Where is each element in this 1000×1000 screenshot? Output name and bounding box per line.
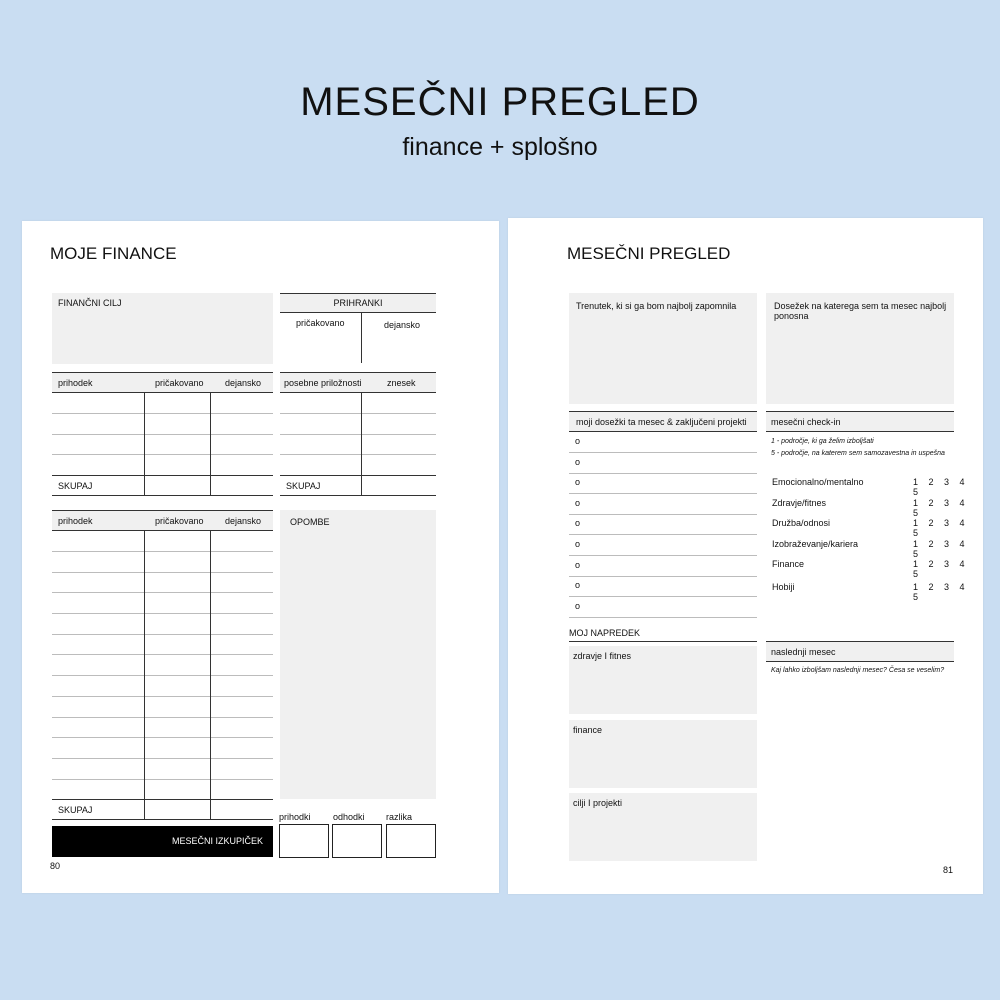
savings-title: PRIHRANKI bbox=[333, 298, 383, 308]
progress-finance-label: finance bbox=[573, 725, 603, 735]
income-table-header-line bbox=[52, 392, 273, 393]
income-total-line bbox=[52, 475, 273, 476]
checkin-item-label: Družba/odnosi bbox=[772, 518, 831, 528]
page-number-left: 80 bbox=[50, 861, 61, 871]
income2-header-line bbox=[52, 530, 273, 531]
achievement-bullet: o bbox=[575, 580, 581, 590]
occasions-header-line bbox=[280, 392, 436, 393]
income-col-actual: dejansko bbox=[225, 378, 262, 388]
income2-row-line bbox=[52, 758, 273, 759]
income-row-line bbox=[52, 454, 273, 455]
income2-total-line bbox=[52, 799, 273, 800]
occasions-row-line bbox=[280, 413, 436, 414]
income-col-divider bbox=[210, 393, 211, 495]
summary-income-label: prihodki bbox=[279, 812, 311, 822]
income-col-income: prihodek bbox=[58, 378, 93, 388]
checkin-title: mesečni check-in bbox=[771, 417, 841, 427]
income-row-line bbox=[52, 413, 273, 414]
occasions-row-line bbox=[280, 434, 436, 435]
income-bottom-line bbox=[52, 495, 273, 496]
occasions-col-divider bbox=[361, 393, 362, 495]
income2-col-expected: pričakovano bbox=[155, 516, 204, 526]
proud-achievement-label: Dosežek na katerega sem ta mesec najbolj ponosna bbox=[774, 301, 947, 321]
progress-goals-label: cilji I projekti bbox=[573, 798, 623, 808]
checkin-rating-scale[interactable]: 1 2 3 4 5 bbox=[913, 559, 969, 579]
checkin-note-low: 1 - področje, ki ga želim izboljšati bbox=[771, 438, 874, 445]
next-month-title: naslednji mesec bbox=[771, 647, 836, 657]
savings-expected-label: pričakovano bbox=[296, 318, 345, 328]
income2-row-line bbox=[52, 634, 273, 635]
achievement-bullet: o bbox=[575, 457, 581, 467]
occasions-col-amount: znesek bbox=[387, 378, 416, 388]
checkin-item-label: Zdravje/fitnes bbox=[772, 498, 827, 508]
achievement-row-line bbox=[569, 534, 757, 535]
checkin-rating-scale[interactable]: 1 2 3 4 5 bbox=[913, 582, 969, 602]
occasions-total-label: SKUPAJ bbox=[286, 481, 321, 491]
checkin-item-label: Finance bbox=[772, 559, 805, 569]
progress-health-label: zdravje I fitnes bbox=[573, 651, 632, 661]
income2-row-line bbox=[52, 717, 273, 718]
checkin-item-label: Izobraževanje/kariera bbox=[772, 539, 859, 549]
income2-row-line bbox=[52, 572, 273, 573]
income2-col-income: prihodek bbox=[58, 516, 93, 526]
achievement-bullet: o bbox=[575, 601, 581, 611]
notes-box bbox=[280, 510, 436, 799]
income-col-divider bbox=[144, 393, 145, 495]
progress-title: MOJ NAPREDEK bbox=[569, 628, 641, 638]
savings-header-line bbox=[280, 312, 436, 313]
checkin-header-line bbox=[766, 431, 954, 432]
achievement-bullet: o bbox=[575, 518, 581, 528]
main-subtitle: finance + splošno bbox=[402, 133, 598, 161]
income-row-line bbox=[52, 434, 273, 435]
page-left-title: MOJE FINANCE bbox=[50, 244, 177, 263]
income2-row-line bbox=[52, 737, 273, 738]
achievement-bullet: o bbox=[575, 436, 581, 446]
summary-diff-label: razlika bbox=[386, 812, 413, 822]
income-total-label: SKUPAJ bbox=[58, 481, 93, 491]
achievement-bullet: o bbox=[575, 560, 581, 570]
memorable-moment-label: Trenutek, ki si ga bom najbolj zapomnila bbox=[576, 301, 737, 311]
income2-row-line bbox=[52, 592, 273, 593]
occasions-row-line bbox=[280, 454, 436, 455]
page-right bbox=[508, 218, 983, 894]
achievements-title: moji dosežki ta mesec & zaključeni projekti bbox=[576, 417, 747, 427]
occasions-bottom-line bbox=[280, 495, 436, 496]
income2-bottom-line bbox=[52, 819, 273, 820]
achievement-row-line bbox=[569, 473, 757, 474]
achievement-bullet: o bbox=[575, 498, 581, 508]
summary-expense-box bbox=[332, 824, 382, 858]
achievement-row-line bbox=[569, 452, 757, 453]
achievement-row-line bbox=[569, 617, 757, 618]
occasions-total-line bbox=[280, 475, 436, 476]
next-month-header-line bbox=[766, 661, 954, 662]
achievements-header-line bbox=[569, 431, 757, 432]
income2-row-line bbox=[52, 696, 273, 697]
income2-row-line bbox=[52, 779, 273, 780]
achievement-row-line bbox=[569, 514, 757, 515]
income-col-expected: pričakovano bbox=[155, 378, 204, 388]
savings-actual-label: dejansko bbox=[384, 320, 421, 330]
checkin-item-label: Emocionalno/mentalno bbox=[772, 477, 864, 487]
summary-income-box bbox=[279, 824, 329, 858]
main-title: MESEČNI PREGLED bbox=[300, 80, 700, 124]
page-left bbox=[22, 221, 499, 893]
summary-diff-box bbox=[386, 824, 436, 858]
checkin-item-label: Hobiji bbox=[772, 582, 795, 592]
monthly-profit-label: MESEČNI IZKUPIČEK bbox=[171, 836, 263, 846]
progress-title-line bbox=[569, 641, 757, 642]
checkin-note-high: 5 - področje, na katerem sem samozavestna in uspešna bbox=[771, 450, 945, 457]
notes-label: OPOMBE bbox=[290, 517, 330, 527]
income2-row-line bbox=[52, 551, 273, 552]
income2-col-divider bbox=[144, 531, 145, 819]
checkin-rating-scale[interactable]: 1 2 3 4 5 bbox=[913, 498, 969, 518]
achievement-row-line bbox=[569, 576, 757, 577]
checkin-rating-scale[interactable]: 1 2 3 4 5 bbox=[913, 518, 969, 538]
next-month-question: Kaj lahko izboljšam naslednji mesec? Česa se veselim? bbox=[771, 667, 945, 674]
income2-row-line bbox=[52, 654, 273, 655]
income2-col-actual: dejansko bbox=[225, 516, 262, 526]
income2-row-line bbox=[52, 675, 273, 676]
income2-total-label: SKUPAJ bbox=[58, 805, 93, 815]
achievement-row-line bbox=[569, 555, 757, 556]
occasions-col-label: posebne priložnosti bbox=[284, 378, 362, 388]
savings-divider bbox=[361, 313, 362, 363]
achievement-row-line bbox=[569, 596, 757, 597]
achievement-bullet: o bbox=[575, 477, 581, 487]
achievement-row-line bbox=[569, 493, 757, 494]
financial-goal-label: FINANČNI CILJ bbox=[58, 298, 122, 308]
achievement-bullet: o bbox=[575, 539, 581, 549]
checkin-rating-scale[interactable]: 1 2 3 4 5 bbox=[913, 539, 969, 559]
summary-expense-label: odhodki bbox=[333, 812, 365, 822]
checkin-rating-scale[interactable]: 1 2 3 4 5 bbox=[913, 477, 969, 497]
income2-row-line bbox=[52, 613, 273, 614]
income2-col-divider bbox=[210, 531, 211, 819]
page-right-title: MESEČNI PREGLED bbox=[567, 244, 731, 263]
page-number-right: 81 bbox=[943, 865, 954, 875]
